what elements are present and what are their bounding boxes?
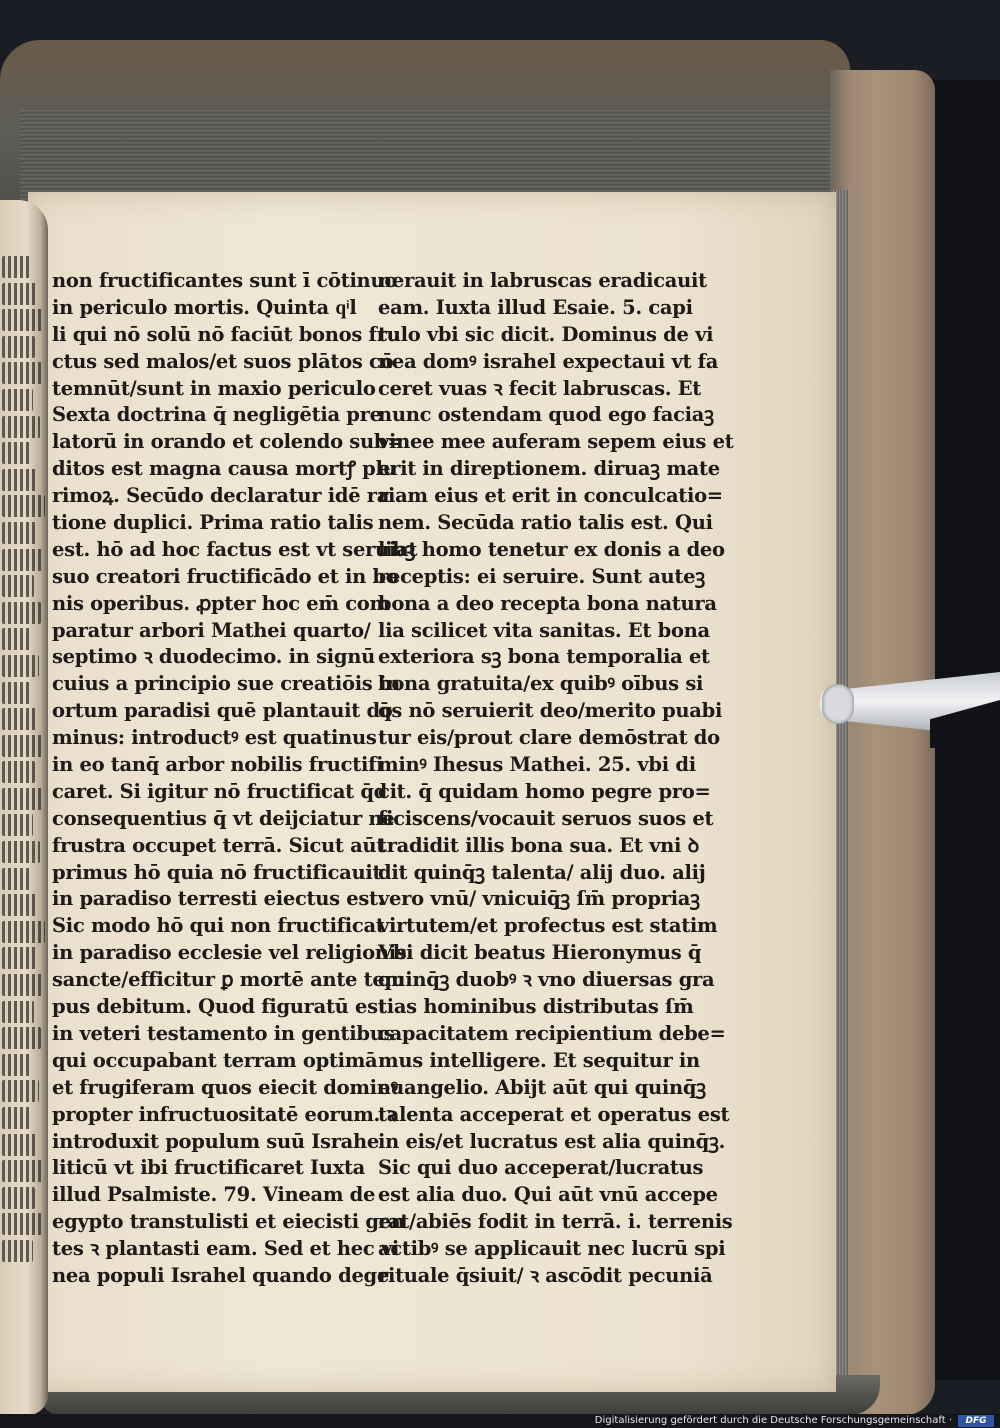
text-line: frustra occupet terrā. Sicut aūt: [52, 833, 386, 857]
text-column-left: [52, 268, 418, 1290]
text-line: nea domꝰ israhel expectaui vt fa: [378, 349, 719, 373]
text-line: minus: introductꝰ est quatinus: [52, 726, 377, 750]
text-line: est. hō ad hoc factus est vt seruiat: [52, 537, 418, 561]
text-line: illud Psalmiste. 79. Vineam de: [52, 1183, 376, 1207]
text-line: caret. Si igitur nō fructificat q̄d: [52, 779, 388, 803]
facing-page-line: [2, 549, 43, 571]
text-line: suo creatori fructificādo et in bo: [52, 564, 399, 588]
facing-page-line: [2, 283, 37, 305]
facing-page-line: [2, 416, 40, 438]
facing-page-line: [2, 336, 35, 358]
facing-page-line: [2, 1240, 33, 1262]
text-line: ditos est magna causa mortꝭ plu: [52, 457, 397, 481]
text-line: eam. Iuxta illud Esaie. 5. capi: [378, 295, 693, 319]
text-line: pus debitum. Quod figuratū est: [52, 995, 387, 1019]
text-line: virtutem/et profectus est statim: [378, 914, 718, 938]
text-line: paratur arbori Mathei quarto/: [52, 618, 371, 642]
text-line: nerauit in labruscas eradicauit: [378, 269, 707, 292]
text-line: tias hominibus distributas ſm̄: [378, 995, 694, 1019]
text-line: est alia duo. Qui aūt vnū accepe: [378, 1183, 718, 1207]
text-line: in veteri testamento in gentibus: [52, 1021, 395, 1045]
facing-page-line: [2, 1054, 32, 1076]
text-line: capacitatem recipientium debe=: [378, 1021, 726, 1045]
facing-page-line: [2, 575, 34, 597]
facing-page-line: [2, 894, 38, 916]
text-line: Sic modo hō qui non fructificat: [52, 914, 385, 938]
text-line: exteriora sꝫ bona temporalia et: [378, 645, 710, 669]
facing-page-curl: [0, 200, 48, 1415]
text-line: quinq̄ꝫ duobꝰ ꝛ vno diuersas gra: [378, 968, 715, 992]
text-line: li qui nō solū nō faciūt bonos fru: [52, 322, 401, 346]
text-line: liticū vt ibi fructificaret Iuxta: [52, 1156, 366, 1180]
text-line: riam eius et erit in conculcatio=: [378, 484, 723, 508]
text-line: mus intelligere. Et sequitur in: [378, 1048, 700, 1072]
facing-page-text-fragments: [2, 256, 46, 1267]
text-line: euangelio. Abijt aūt qui quinq̄ꝫ: [378, 1075, 706, 1099]
text-line: egypto transtulisti et eiecisti gen: [52, 1210, 405, 1234]
text-line: libꝫ homo tenetur ex donis a deo: [378, 537, 725, 561]
facing-page-line: [2, 602, 41, 624]
facing-page-line: [2, 655, 39, 677]
text-line: nis operibus. ꝓpter hoc em̄ com: [52, 591, 390, 615]
text-line: introduxit populum suū Israhe: [52, 1129, 379, 1153]
text-column-right: [378, 268, 734, 1290]
text-line: tes ꝛ plantasti eam. Sed et hec vi: [52, 1237, 400, 1261]
text-line: actibꝰ se applicauit nec lucrū spi: [378, 1237, 726, 1261]
text-line: tradidit illis bona sua. Et vni ꝺ: [378, 833, 699, 857]
text-line: in eo tanq̄ arbor nobilis fructifi: [52, 753, 384, 777]
text-line: nem. Secūda ratio talis est. Qui: [378, 511, 713, 535]
facing-page-line: [2, 1001, 34, 1023]
text-line: qui occupabant terram optimā: [52, 1048, 378, 1072]
text-line: rimoꝝ. Secūdo declaratur idē ra: [52, 484, 390, 508]
facing-page-line: [2, 841, 40, 863]
text-line: et frugiferam quos eiecit dominꝰ: [52, 1075, 398, 1099]
facing-page-line: [2, 1080, 39, 1102]
facing-page-line: [2, 814, 33, 836]
text-line: dit quinq̄ꝫ talenta/ alij duo. alij: [378, 860, 706, 884]
facing-page-line: [2, 442, 31, 464]
text-line: in paradiso terresti eiectus est.: [52, 887, 385, 911]
text-line: nunc ostendam quod ego faciaꝫ: [378, 403, 714, 427]
facing-page-line: [2, 947, 36, 969]
text-line: in eis/et lucratus est alia quinq̄ꝫ.: [378, 1129, 726, 1153]
text-line: erit in direptionem. diruaꝫ mate: [378, 457, 720, 481]
facing-page-line: [2, 1134, 37, 1156]
text-line: Vbi dicit beatus Hieronymus q̄: [378, 941, 702, 965]
text-line: primus hō quia nō fructificauit: [52, 860, 382, 884]
text-line: ficiscens/vocauit seruos suos et: [378, 806, 714, 830]
facing-page-line: [2, 495, 45, 517]
facing-page-line: [2, 309, 44, 331]
text-line: minꝰ Ihesus Mathei. 25. vbi di: [378, 753, 696, 777]
facing-page-line: [2, 1107, 30, 1129]
facing-page-line: [2, 761, 35, 783]
facing-page-line: [2, 868, 31, 890]
text-line: rituale q̄siuit/ ꝛ ascōdit pecuniā: [378, 1263, 713, 1287]
text-line: rat/abiēs fodit in terrā. i. terrenis: [378, 1210, 733, 1234]
text-line: ctus sed malos/et suos plātos cō: [52, 349, 394, 373]
text-line: temnūt/sunt in maxio periculo: [52, 376, 376, 400]
facing-page-line: [2, 921, 45, 943]
facing-page-line: [2, 1213, 42, 1235]
text-line: propter infructuositatē eorum. ꝛ: [52, 1102, 396, 1126]
text-line: Sic qui duo acceperat/lucratus: [378, 1156, 704, 1180]
facing-page-line: [2, 735, 44, 757]
text-line: q̄s nō seruierit deo/merito puabi: [378, 699, 723, 723]
facing-page-line: [2, 1160, 44, 1182]
facing-page-line: [2, 1027, 41, 1049]
page-holder-clip-tip: [822, 684, 854, 724]
text-line: Sexta doctrina q̄ negligētia pre: [52, 403, 382, 427]
text-line: tulo vbi sic dicit. Dominus de vi: [378, 322, 714, 346]
text-line: tione duplici. Prima ratio talis: [52, 511, 374, 535]
text-line: receptis: ei seruire. Sunt auteꝫ: [378, 564, 705, 588]
text-line: talenta acceperat et operatus est: [378, 1102, 730, 1126]
footer-credit-text: Digitalisierung gefördert durch die Deutsche Forschungsgemeinschaft ·: [594, 1415, 952, 1426]
text-line: tur eis/prout clare demōstrat do: [378, 726, 720, 750]
text-line: vero vnū/ vnicuiq̄ꝫ ſm̄ propriaꝫ: [378, 887, 700, 911]
text-line: latorū in orando et colendo sub=: [52, 430, 404, 454]
facing-page-line: [2, 1187, 35, 1209]
facing-page-line: [2, 469, 38, 491]
text-line: in paradiso ecclesie vel religionis: [52, 941, 407, 965]
dfg-logo: DFG: [958, 1415, 994, 1427]
facing-page-line: [2, 256, 30, 278]
text-line: nea populi Israhel quando dege: [52, 1263, 389, 1287]
text-line: sancte/efficitur ꝑ mortē ante tem: [52, 968, 405, 992]
text-line: vinee mee auferam sepem eius et: [378, 430, 734, 454]
text-line: ortum paradisi quē plantauit do: [52, 699, 393, 723]
facing-page-line: [2, 389, 33, 411]
text-line: in periculo mortis. Quinta qͥl: [52, 295, 357, 319]
text-line: cit. q̄ quidam homo pegre pro=: [378, 779, 711, 803]
text-line: ceret vuas ꝛ fecit labruscas. Et: [378, 376, 702, 400]
facing-page-line: [2, 682, 30, 704]
facing-page-line: [2, 522, 36, 544]
facing-page-line: [2, 362, 42, 384]
facing-page-line: [2, 974, 43, 996]
text-line: non fructificantes sunt ī cōtinuo: [52, 269, 398, 292]
text-line: lia scilicet vita sanitas. Et bona: [378, 618, 710, 642]
text-line: bona a deo recepta bona natura: [378, 591, 717, 615]
facing-page-line: [2, 788, 42, 810]
facing-page-line: [2, 628, 32, 650]
text-line: bona gratuita/ex quibꝰ oībus si: [378, 672, 704, 696]
text-line: consequentius q̄ vt deijciatur ne: [52, 806, 395, 830]
text-line: cuius a principio sue creatiōis in: [52, 672, 400, 696]
facing-page-line: [2, 708, 37, 730]
text-line: septimo ꝛ duodecimo. in signū: [52, 645, 375, 669]
